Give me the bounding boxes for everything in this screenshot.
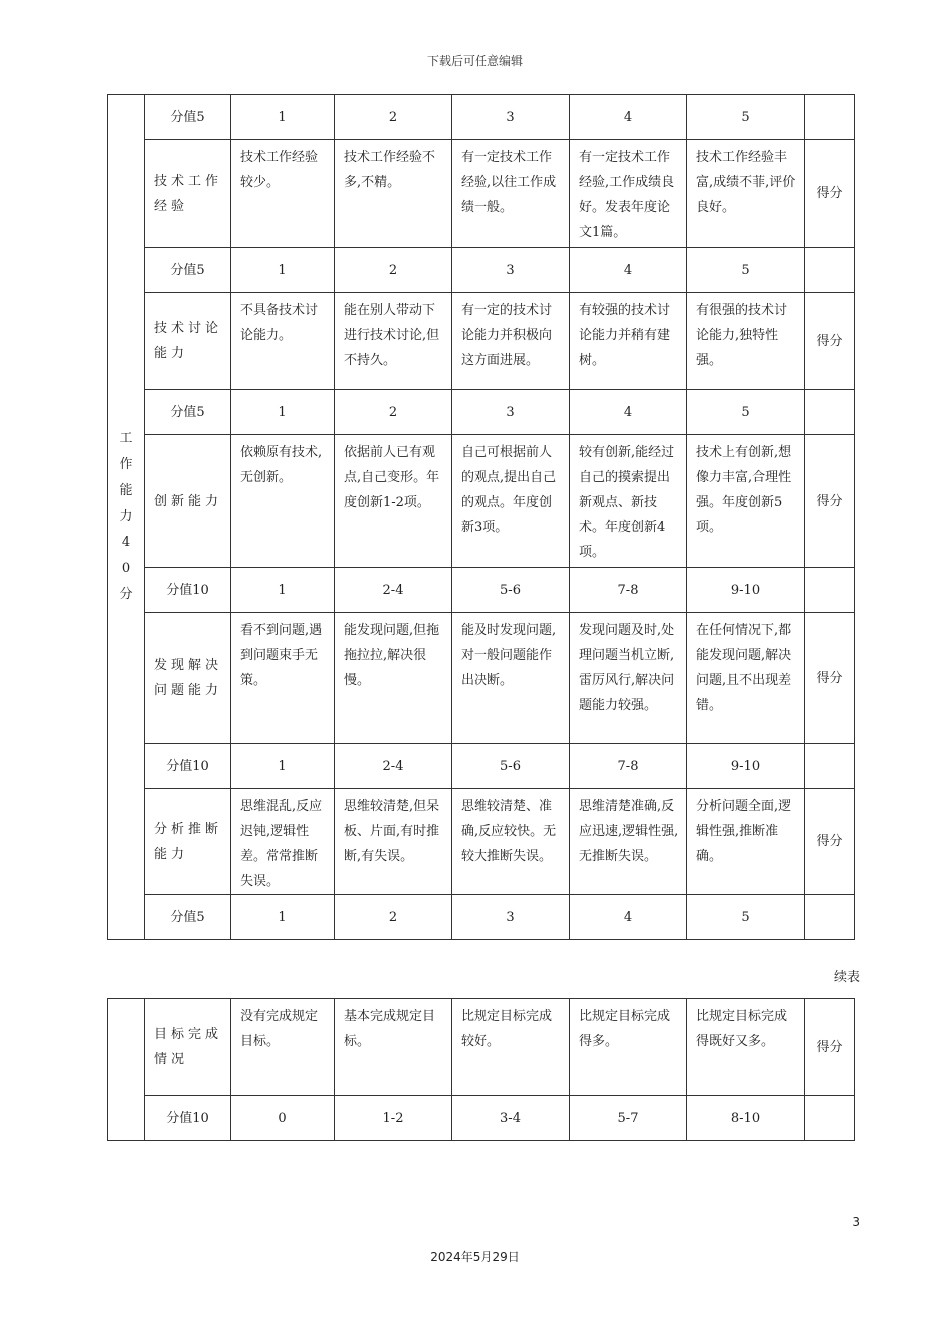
- score-value: 5-6: [452, 568, 570, 613]
- level-description: 有很强的技术讨论能力,独特性强。: [687, 293, 805, 390]
- item-label: 技术工作经验: [145, 140, 231, 248]
- category-cell-blank: [108, 999, 145, 1141]
- score-value: 2: [335, 390, 452, 435]
- score-row: [108, 895, 855, 940]
- level-description: 较有创新,能经过自己的摸索提出新观点、新技术。年度创新4项。: [570, 435, 687, 568]
- criteria-row: [108, 789, 855, 895]
- score-value: 2: [335, 248, 452, 293]
- level-description: 技术工作经验较少。: [231, 140, 335, 248]
- score-label: 分值5: [145, 895, 231, 940]
- level-description: 有一定的技术讨论能力并积极向这方面进展。: [452, 293, 570, 390]
- score-value: 0: [231, 1096, 335, 1141]
- level-description: 有一定技术工作经验,以往工作成绩一般。: [452, 140, 570, 248]
- level-description: 自己可根据前人的观点,提出自己的观点。年度创新3项。: [452, 435, 570, 568]
- level-description: 思维较清楚、准确,反应较快。无较大推断失误。: [452, 789, 570, 895]
- score-value: 1: [231, 744, 335, 789]
- category-cell: [108, 95, 145, 940]
- score-label: 分值5: [145, 390, 231, 435]
- criteria-row: [108, 293, 855, 390]
- criteria-row: [108, 613, 855, 744]
- score-value: 2-4: [335, 744, 452, 789]
- score-blank[interactable]: [805, 248, 855, 293]
- item-label: 技术讨论能力: [145, 293, 231, 390]
- category-label: 工作能力40分: [119, 431, 133, 602]
- score-value: 5: [687, 895, 805, 940]
- score-row: [108, 1096, 855, 1141]
- level-description: 分析问题全面,逻辑性强,推断准确。: [687, 789, 805, 895]
- score-value: 4: [570, 390, 687, 435]
- level-description: 技术工作经验不多,不精。: [335, 140, 452, 248]
- score-value: 1: [231, 95, 335, 140]
- score-row: [108, 568, 855, 613]
- criteria-row: [108, 140, 855, 248]
- continued-table: [107, 998, 855, 1141]
- level-description: 思维混乱,反应迟钝,逻辑性差。常常推断失误。: [231, 789, 335, 895]
- score-column-label: 得分: [805, 999, 855, 1096]
- score-blank[interactable]: [805, 568, 855, 613]
- level-description: 思维清楚准确,反应迅速,逻辑性强,无推断失误。: [570, 789, 687, 895]
- level-description: 依赖原有技术,无创新。: [231, 435, 335, 568]
- item-label: 发现解决问题能力: [145, 613, 231, 744]
- level-description: 有一定技术工作经验,工作成绩良好。发表年度论文1篇。: [570, 140, 687, 248]
- score-value: 1: [231, 568, 335, 613]
- page-number: 3: [852, 1215, 860, 1229]
- item-label: 分析推断能力: [145, 789, 231, 895]
- level-description: 不具备技术讨论能力。: [231, 293, 335, 390]
- score-value: 7-8: [570, 744, 687, 789]
- score-value: 1: [231, 248, 335, 293]
- score-value: 3: [452, 95, 570, 140]
- score-blank[interactable]: [805, 95, 855, 140]
- level-description: 发现问题及时,处理问题当机立断,雷厉风行,解决问题能力较强。: [570, 613, 687, 744]
- criteria-row: [108, 435, 855, 568]
- score-column-label: 得分: [805, 293, 855, 390]
- item-label: 创新能力: [145, 435, 231, 568]
- score-column-label: 得分: [805, 435, 855, 568]
- score-value: 4: [570, 248, 687, 293]
- score-blank[interactable]: [805, 744, 855, 789]
- score-value: 1-2: [335, 1096, 452, 1141]
- level-description: 能在别人带动下进行技术讨论,但不持久。: [335, 293, 452, 390]
- level-description: 依据前人已有观点,自己变形。年度创新1-2项。: [335, 435, 452, 568]
- score-value: 4: [570, 95, 687, 140]
- score-value: 9-10: [687, 568, 805, 613]
- score-value: 3: [452, 895, 570, 940]
- score-value: 7-8: [570, 568, 687, 613]
- score-value: 5: [687, 95, 805, 140]
- score-value: 3: [452, 248, 570, 293]
- score-value: 3: [452, 390, 570, 435]
- score-blank[interactable]: [805, 1096, 855, 1141]
- score-blank[interactable]: [805, 895, 855, 940]
- score-label: 分值5: [145, 248, 231, 293]
- level-description: 技术上有创新,想像力丰富,合理性强。年度创新5项。: [687, 435, 805, 568]
- score-label: 分值10: [145, 568, 231, 613]
- score-value: 9-10: [687, 744, 805, 789]
- level-description: 比规定目标完成得既好又多。: [687, 999, 805, 1096]
- score-column-label: 得分: [805, 789, 855, 895]
- page-header: 下载后可任意编辑: [426, 54, 523, 68]
- score-value: 5-6: [452, 744, 570, 789]
- score-column-label: 得分: [805, 140, 855, 248]
- level-description: 能发现问题,但拖拖拉拉,解决很慢。: [335, 613, 452, 744]
- footer-date: 2024年5月29日: [430, 1250, 520, 1264]
- score-value: 1: [231, 390, 335, 435]
- score-value: 5: [687, 390, 805, 435]
- score-row: [108, 95, 855, 140]
- score-label: 分值10: [145, 1096, 231, 1141]
- level-description: 比规定目标完成得多。: [570, 999, 687, 1096]
- continued-label: 续表: [833, 970, 860, 985]
- score-column-label: 得分: [805, 613, 855, 744]
- level-description: 技术工作经验丰富,成绩不菲,评价良好。: [687, 140, 805, 248]
- score-value: 4: [570, 895, 687, 940]
- evaluation-table: [107, 94, 855, 940]
- score-blank[interactable]: [805, 390, 855, 435]
- level-description: 没有完成规定目标。: [231, 999, 335, 1096]
- level-description: 有较强的技术讨论能力并稍有建树。: [570, 293, 687, 390]
- level-description: 基本完成规定目标。: [335, 999, 452, 1096]
- score-value: 2-4: [335, 568, 452, 613]
- score-value: 1: [231, 895, 335, 940]
- criteria-row: [108, 999, 855, 1096]
- level-description: 看不到问题,遇到问题束手无策。: [231, 613, 335, 744]
- score-value: 3-4: [452, 1096, 570, 1141]
- level-description: 比规定目标完成较好。: [452, 999, 570, 1096]
- level-description: 在任何情况下,都能发现问题,解决问题,且不出现差错。: [687, 613, 805, 744]
- score-value: 2: [335, 895, 452, 940]
- level-description: 能及时发现问题,对一般问题能作出决断。: [452, 613, 570, 744]
- level-description: 思维较清楚,但呆板、片面,有时推断,有失误。: [335, 789, 452, 895]
- score-value: 2: [335, 95, 452, 140]
- score-row: [108, 248, 855, 293]
- score-label: 分值10: [145, 744, 231, 789]
- score-value: 8-10: [687, 1096, 805, 1141]
- score-value: 5: [687, 248, 805, 293]
- score-row: [108, 744, 855, 789]
- item-label: 目标完成情况: [145, 999, 231, 1096]
- score-value: 5-7: [570, 1096, 687, 1141]
- score-row: [108, 390, 855, 435]
- score-label: 分值5: [145, 95, 231, 140]
